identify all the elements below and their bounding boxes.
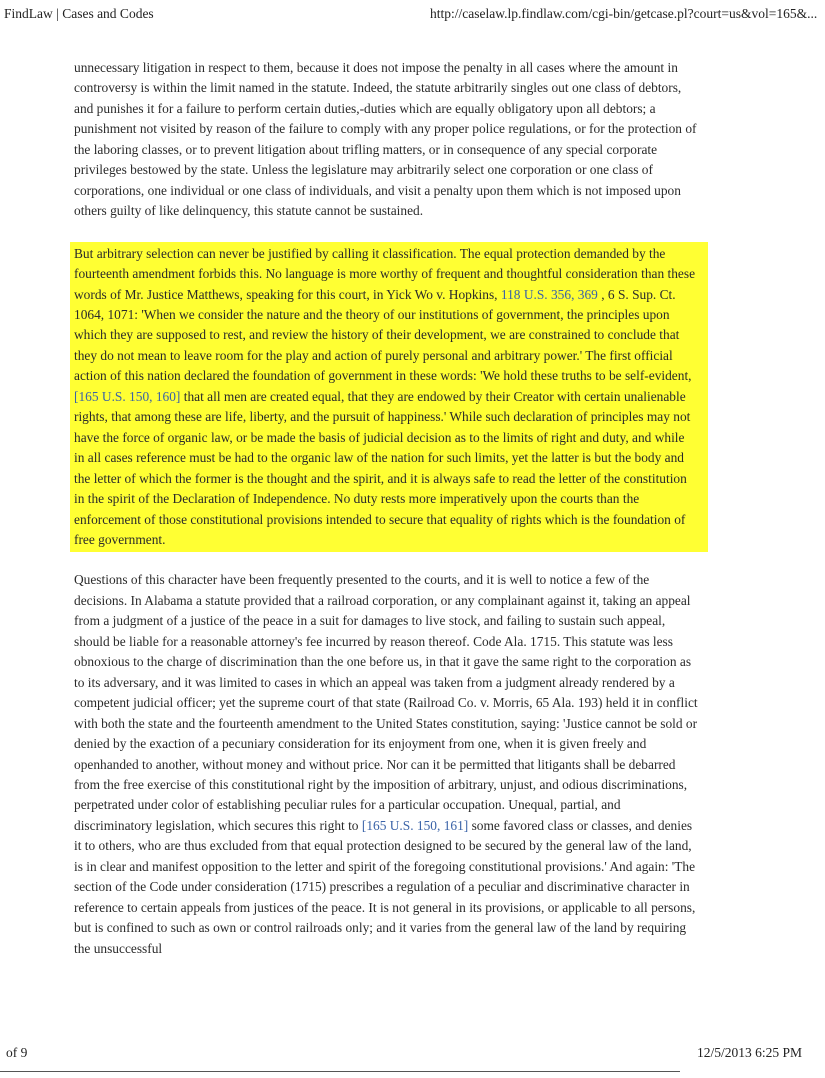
document-body <box>74 58 698 959</box>
header-url: http://caselaw.lp.findlaw.com/cgi-bin/getcase.pl?court=us&vol=165&... <box>430 6 818 21</box>
footer-divider <box>0 1071 680 1072</box>
paragraph-3-text-b: some favored class or classes, and denies it to others, who are thus excluded from that equal protection designed to be secured by the general law of the land, is in clear and manifest opposition to the letter and spirit of the foregoing constitutional provisions.' And again: 'The section of the Code under consideration (1715) prescribes a regulation of a peculiar and discriminative character in reference to certain appeals from justices of the peace. It is not general in its provisions, or applicable to all persons, but is confined to such as own or control railroads only; and it varies from the general law of the land by requiring the unsuccessful <box>74 817 696 956</box>
paragraph-3-text-a: Questions of this character have been frequently presented to the courts, and it is well to notice a few of the decisions. In Alabama a statute provided that a railroad corporation, or any complainant against it, taking an appeal from a judgment of a justice of the peace in a suit for damages to live stock, and failing to sustain such appeal, should be liable for a reasonable attorney's fee incurred by reason thereof. Code Ala. 1715. This statute was less obnoxious to the charge of discrimination than the one before us, in that it gave the same right to the corporation as to its adversary, and it was limited to cases in which an appeal was taken from a judgment already rendered by a competent judicial officer; yet the supreme court of that state (Railroad Co. v. Morris, 65 Ala. 193) held it in conflict with both the state and the fourteenth amendment to the United States constitution, saying: 'Justice cannot be sold or denied by the exaction of a pecuniary consideration for its enjoyment from one, when it is given freely and openhanded to another, without money and without price. Nor can it be permitted that litigants shall be debarred from the free exercise of this constitutional right by the imposition of arbitrary, unjust, and odious discriminations, perpetrated under color of establishing peculiar rules for a particular occupation. Unequal, partial, and discriminatory legislation, which secures this right to <box>74 572 698 833</box>
paragraph-1: unnecessary litigation in respect to them, because it does not impose the penalty in all cases where the amount in controversy is within the limit named in the statute. Indeed, the statute arbitrarily singles out one class of debtors, and punishes it for a failure to perform certain duties,-duties which are equally obligatory upon all debtors; a punishment not visited by reason of the failure to comply with any proper police regulations, or for the protection of the laboring classes, or to prevent litigation about trifling matters, or in consequence of any special corporate privileges bestowed by the state. Unless the legislature may arbitrarily select one corporation or one class of corporations, one individual or one class of individuals, and visit a penalty upon them which is not imposed upon others guilty of like delinquency, this statute cannot be sustained. <box>74 60 697 219</box>
paragraph-3 <box>74 570 698 959</box>
page-marker-161[interactable]: [165 U.S. 150, 161] <box>361 817 469 833</box>
paragraph-2-text-b: , 6 S. Sup. Ct. 1064, 1071: 'When we consider the nature and the theory of our institutions of government, the principles upon which they are supposed to rest, and review the history of their development, we are constrained to conclude that they do not mean to leave room for the play and action of purely personal and arbitrary power.' The first official action of this nation declared the foundation of government in these words: 'We hold these truths to be self-evident, <box>74 286 692 384</box>
citation-link-yick-wo[interactable]: 118 U.S. 356, 369 <box>500 286 598 302</box>
paragraph-2-text-c: that all men are created equal, that they are endowed by their Creator with certain unalienable rights, that among these are life, liberty, and the pursuit of happiness.' While such declaration of principles may not have the force of organic law, or be made the basis of judicial decision as to the limits of right and duty, and while in all cases reference must be had to the organic law of the nation for such limits, yet the latter is but the body and the letter of which the former is the thought and the spirit, and it is always safe to read the letter of the constitution in the spirit of the Declaration of Independence. No duty rests more imperatively upon the courts than the enforcement of those constitutional provisions intended to secure that equality of rights which is the foundation of free government. <box>74 388 691 547</box>
header-site-title: FindLaw | Cases and Codes <box>4 6 154 21</box>
footer-timestamp: 12/5/2013 6:25 PM <box>697 1045 803 1060</box>
page-marker-160[interactable]: [165 U.S. 150, 160] <box>74 388 181 404</box>
paragraph-2-highlighted <box>70 242 708 553</box>
footer-page-count: of 9 <box>6 1045 28 1060</box>
paragraph-2-text-a: But arbitrary selection can never be justified by calling it classification. The equal protection demanded by the fourteenth amendment forbids this. No language is more worthy of frequent and thoughtful consideration than these words of Mr. Justice Matthews, speaking for this court, in Yick Wo v. Hopkins, <box>74 245 696 302</box>
